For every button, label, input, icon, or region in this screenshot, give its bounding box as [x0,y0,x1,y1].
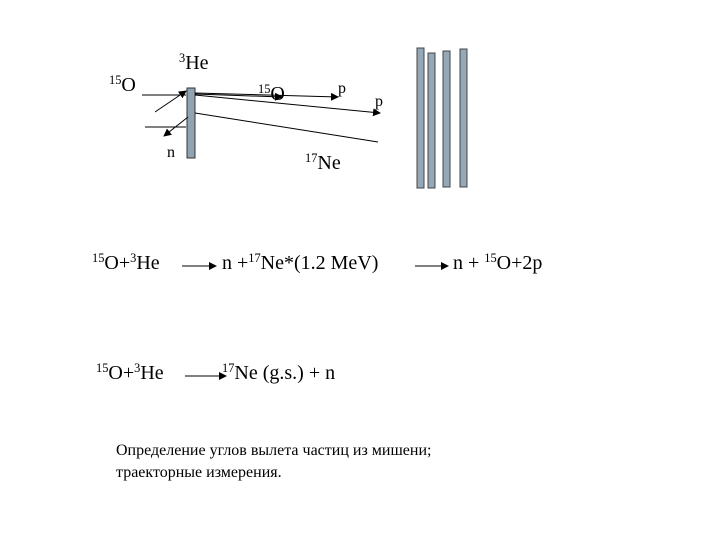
he3-arrow [155,91,186,112]
detector-plane-1 [417,48,424,188]
reaction2-reactants: $^{15}$O+$^3$He [96,361,164,384]
reaction1-reactants: $^{15}$O+$^3$He [92,251,160,274]
reaction1-products: n + $^{15}$O+2p [453,251,543,274]
label-neutron: n [167,144,175,161]
proton-trajectory-2 [195,95,380,113]
reaction1-intermediate: n +$^{17}$Ne*(1.2 MeV) [222,251,379,274]
label-proton-1: p [338,80,346,97]
note-line-1: Определение углов вылета частиц из мишени; [116,442,432,459]
note-line-2: траекторные измерения. [116,464,282,481]
label-he3: $^3$He [179,51,209,74]
note-text [116,440,596,484]
label-ne17: $^{17}$Ne [305,151,341,174]
label-o15-beam: $^{15}$O [109,73,136,96]
detector-plane-3 [443,51,450,187]
label-proton-2: p [375,93,383,110]
ne17-trajectory [195,113,378,142]
detector-plane-4 [460,49,467,187]
label-o15-outgoing: $^{15}$O [258,82,285,105]
detector-plane-2 [428,53,435,188]
target-foil [187,88,195,158]
reaction2-products: $^{17}$Ne (g.s.) + n [222,361,336,384]
